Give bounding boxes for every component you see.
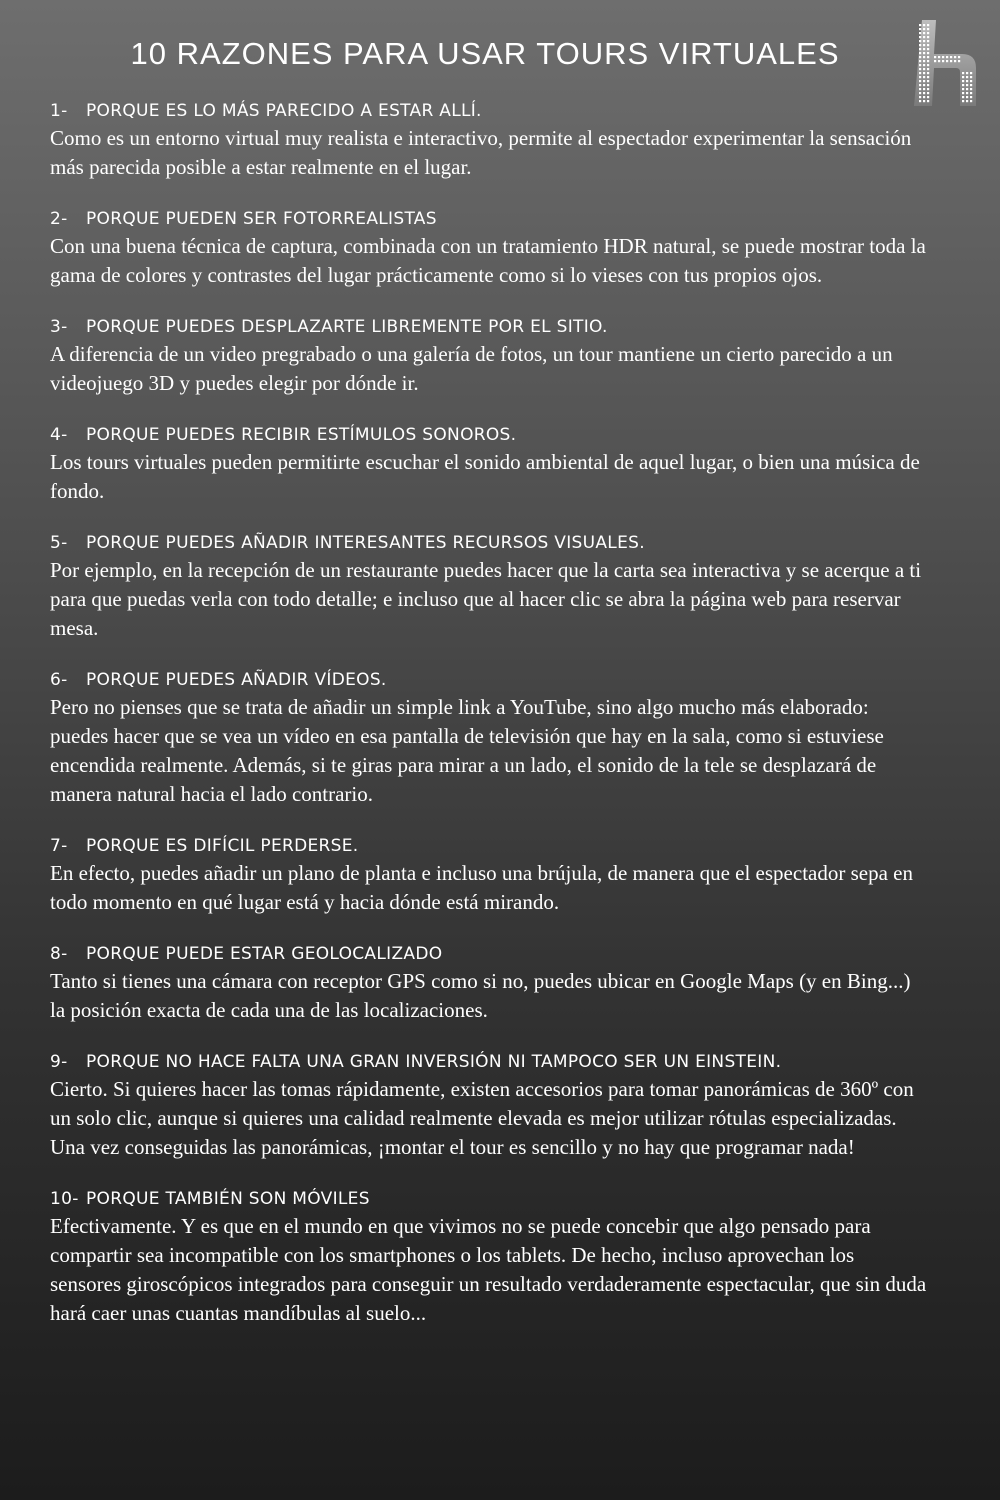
reason-heading-text: PORQUE PUEDES AÑADIR INTERESANTES RECURSOS VISUALES. (86, 533, 645, 553)
reason-heading-text: PORQUE NO HACE FALTA UNA GRAN INVERSIÓN NI TAMPOCO SER UN EINSTEIN. (86, 1052, 782, 1072)
reason-item (50, 1051, 930, 1162)
reason-heading (50, 424, 930, 446)
reason-heading-text: PORQUE TAMBIÉN SON MÓVILES (86, 1189, 370, 1209)
reason-body: Cierto. Si quieres hacer las tomas rápidamente, existen accesorios para tomar panorámicas de 360º con un solo clic, aunque si quieres una calidad realmente elevada es mejor utilizar rótulas especializadas. Una vez conseguidas las panorámicas, ¡montar el tour es sencillo y no hay que programar nada! (50, 1077, 914, 1159)
reason-heading-text: PORQUE PUEDE ESTAR GEOLOCALIZADO (86, 944, 443, 964)
reason-item (50, 1188, 930, 1328)
reason-heading (50, 835, 930, 857)
reason-body: Con una buena técnica de captura, combinada con un tratamiento HDR natural, se puede mostrar toda la gama de colores y contrastes del lugar prácticamente como si lo vieses con tus propios ojos. (50, 234, 926, 287)
reason-item (50, 208, 930, 290)
reason-body: Efectivamente. Y es que en el mundo en que vivimos no se puede concebir que algo pensado para compartir sea incompatible con los smartphones o los tablets. De hecho, incluso aprovechan los sensores giroscópicos integrados para conseguir un resultado verdaderamente espectacular, que sin duda hará caer unas cuantas mandíbulas al suelo... (50, 1214, 927, 1325)
reason-body: En efecto, puedes añadir un plano de planta e incluso una brújula, de manera que el espectador sepa en todo momento en qué lugar está y hacia dónde está mirando. (50, 861, 913, 914)
reason-number: 4- (50, 425, 68, 445)
reason-item (50, 424, 930, 506)
reason-heading (50, 532, 930, 554)
reason-item (50, 316, 930, 398)
reason-heading (50, 943, 930, 965)
reason-item (50, 100, 930, 182)
reason-body: Pero no pienses que se trata de añadir un simple link a YouTube, sino algo mucho más elaborado: puedes hacer que se vea un vídeo en esa pantalla de televisión que hay en la sala, como si estuviese encendida realmente. Además, si te giras para mirar a un lado, el sonido de la tele se desplazará de manera natural hacia el lado contrario. (50, 695, 884, 806)
reason-body: Como es un entorno virtual muy realista e interactivo, permite al espectador experimentar la sensación más parecida posible a estar realmente en el lugar. (50, 126, 912, 179)
reason-number: 10- (50, 1189, 79, 1209)
reason-heading-text: PORQUE PUEDEN SER FOTORREALISTAS (86, 209, 437, 229)
reason-heading (50, 669, 930, 691)
reasons-list (50, 100, 930, 1328)
reason-body: Tanto si tienes una cámara con receptor GPS como si no, puedes ubicar en Google Maps (y en Bing...) la posición exacta de cada una de las localizaciones. (50, 969, 911, 1022)
reason-body: A diferencia de un video pregrabado o una galería de fotos, un tour mantiene un cierto parecido a un videojuego 3D y puedes elegir por dónde ir. (50, 342, 893, 395)
reason-number: 6- (50, 670, 68, 690)
reason-item (50, 943, 930, 1025)
reason-item (50, 835, 930, 917)
reason-number: 8- (50, 944, 68, 964)
reason-heading (50, 1188, 930, 1210)
reason-heading (50, 100, 930, 122)
reason-heading-text: PORQUE ES LO MÁS PARECIDO A ESTAR ALLÍ. (86, 101, 482, 121)
reason-heading (50, 208, 930, 230)
reason-heading-text: PORQUE PUEDES DESPLAZARTE LIBREMENTE POR EL SITIO. (86, 317, 608, 337)
reason-heading-text: PORQUE ES DIFÍCIL PERDERSE. (86, 836, 359, 856)
reason-number: 1- (50, 101, 68, 121)
reason-number: 9- (50, 1052, 68, 1072)
reason-number: 5- (50, 533, 68, 553)
h-dotted-logo-icon (910, 18, 980, 108)
page-title: 10 RAZONES PARA USAR TOURS VIRTUALES (130, 36, 840, 71)
reason-number: 3- (50, 317, 68, 337)
reason-item (50, 532, 930, 643)
reason-heading (50, 316, 930, 338)
reason-number: 7- (50, 836, 68, 856)
reason-body: Por ejemplo, en la recepción de un restaurante puedes hacer que la carta sea interactiva y se acerque a ti para que puedas verla con todo detalle; e incluso que al hacer clic se abra la página web para reservar mesa. (50, 558, 922, 640)
reason-heading-text: PORQUE PUEDES AÑADIR VÍDEOS. (86, 670, 387, 690)
reason-heading-text: PORQUE PUEDES RECIBIR ESTÍMULOS SONOROS. (86, 425, 517, 445)
reason-body: Los tours virtuales pueden permitirte escuchar el sonido ambiental de aquel lugar, o bien una música de fondo. (50, 450, 920, 503)
reason-number: 2- (50, 209, 68, 229)
reason-item (50, 669, 930, 809)
reason-heading (50, 1051, 930, 1073)
